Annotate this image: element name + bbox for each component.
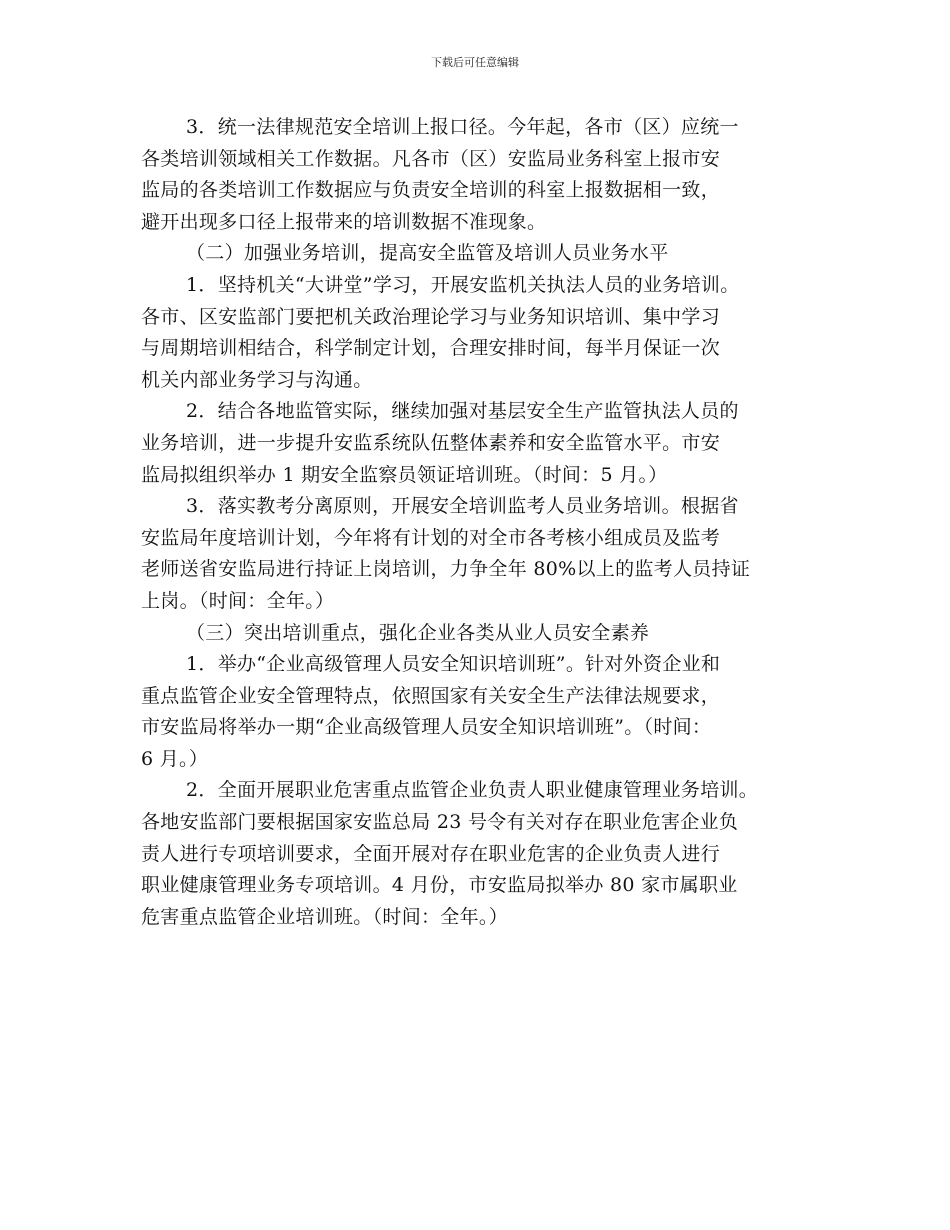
- text-line: 责人进行专项培训要求，全面开展对存在职业危害的企业负责人进行: [141, 842, 721, 865]
- text-line: 3．落实教考分离原则，开展安全培训监考人员业务培训。根据省: [186, 495, 739, 518]
- text-line: 1．举办“企业高级管理人员安全知识培训班”。针对外资企业和: [186, 653, 721, 676]
- text-line: 6 月。）: [141, 747, 209, 770]
- text-line: 职业健康管理业务专项培训。4 月份，市安监局拟举办 80 家市属职业: [141, 874, 738, 897]
- text-line: 2．结合各地监管实际，继续加强对基层安全生产监管执法人员的: [186, 400, 739, 423]
- text-line: 上岗。（时间：全年。）: [141, 589, 335, 612]
- text-line: 机关内部业务学习与沟通。: [141, 368, 373, 391]
- text-line: 危害重点监管企业培训班。（时间：全年。）: [141, 905, 509, 928]
- document-body: [141, 112, 841, 933]
- section-heading: （三）突出培训重点，强化企业各类从业人员安全素养: [186, 621, 650, 644]
- text-line: 安监局年度培训计划，今年将有计划的对全市各考核小组成员及监考: [141, 526, 721, 549]
- text-line: 监局拟组织举办 1 期安全监察员领证培训班。（时间：5 月。）: [141, 463, 668, 486]
- page-header-note: 下载后可任意编辑: [431, 56, 519, 69]
- text-line: 3．统一法律规范安全培训上报口径。今年起，各市（区）应统一: [186, 116, 739, 138]
- text-line: 2．全面开展职业危害重点监管企业负责人职业健康管理业务培训。: [186, 779, 759, 802]
- text-line: 1．坚持机关“大讲堂”学习，开展安监机关执法人员的业务培训。: [186, 273, 740, 296]
- text-line: 老师送省安监局进行持证上岗培训，力争全年 80%以上的监考人员持证: [141, 558, 751, 581]
- text-line: 各地安监部门要根据国家安监总局 23 号令有关对存在职业危害企业负: [141, 811, 739, 834]
- text-line: 监局的各类培训工作数据应与负责安全培训的科室上报数据相一致，: [141, 179, 721, 202]
- text-line: 各市、区安监部门要把机关政治理论学习与业务知识培训、集中学习: [141, 305, 721, 328]
- text-line: 重点监管企业安全管理特点，依照国家有关安全生产法律法规要求，: [141, 684, 721, 707]
- section-heading: （二）加强业务培训，提高安全监管及培训人员业务水平: [186, 242, 669, 265]
- text-line: 与周期培训相结合，科学制定计划，合理安排时间，每半月保证一次: [141, 337, 721, 360]
- text-line: 业务培训，进一步提升安监系统队伍整体素养和安全监管水平。市安: [141, 431, 721, 454]
- text-line: 避开出现多口径上报带来的培训数据不准现象。: [141, 210, 547, 233]
- text-line: 各类培训领域相关工作数据。凡各市（区）安监局业务科室上报市安: [141, 147, 721, 170]
- text-line: 市安监局将举办一期“企业高级管理人员安全知识培训班”。（时间：: [141, 716, 712, 739]
